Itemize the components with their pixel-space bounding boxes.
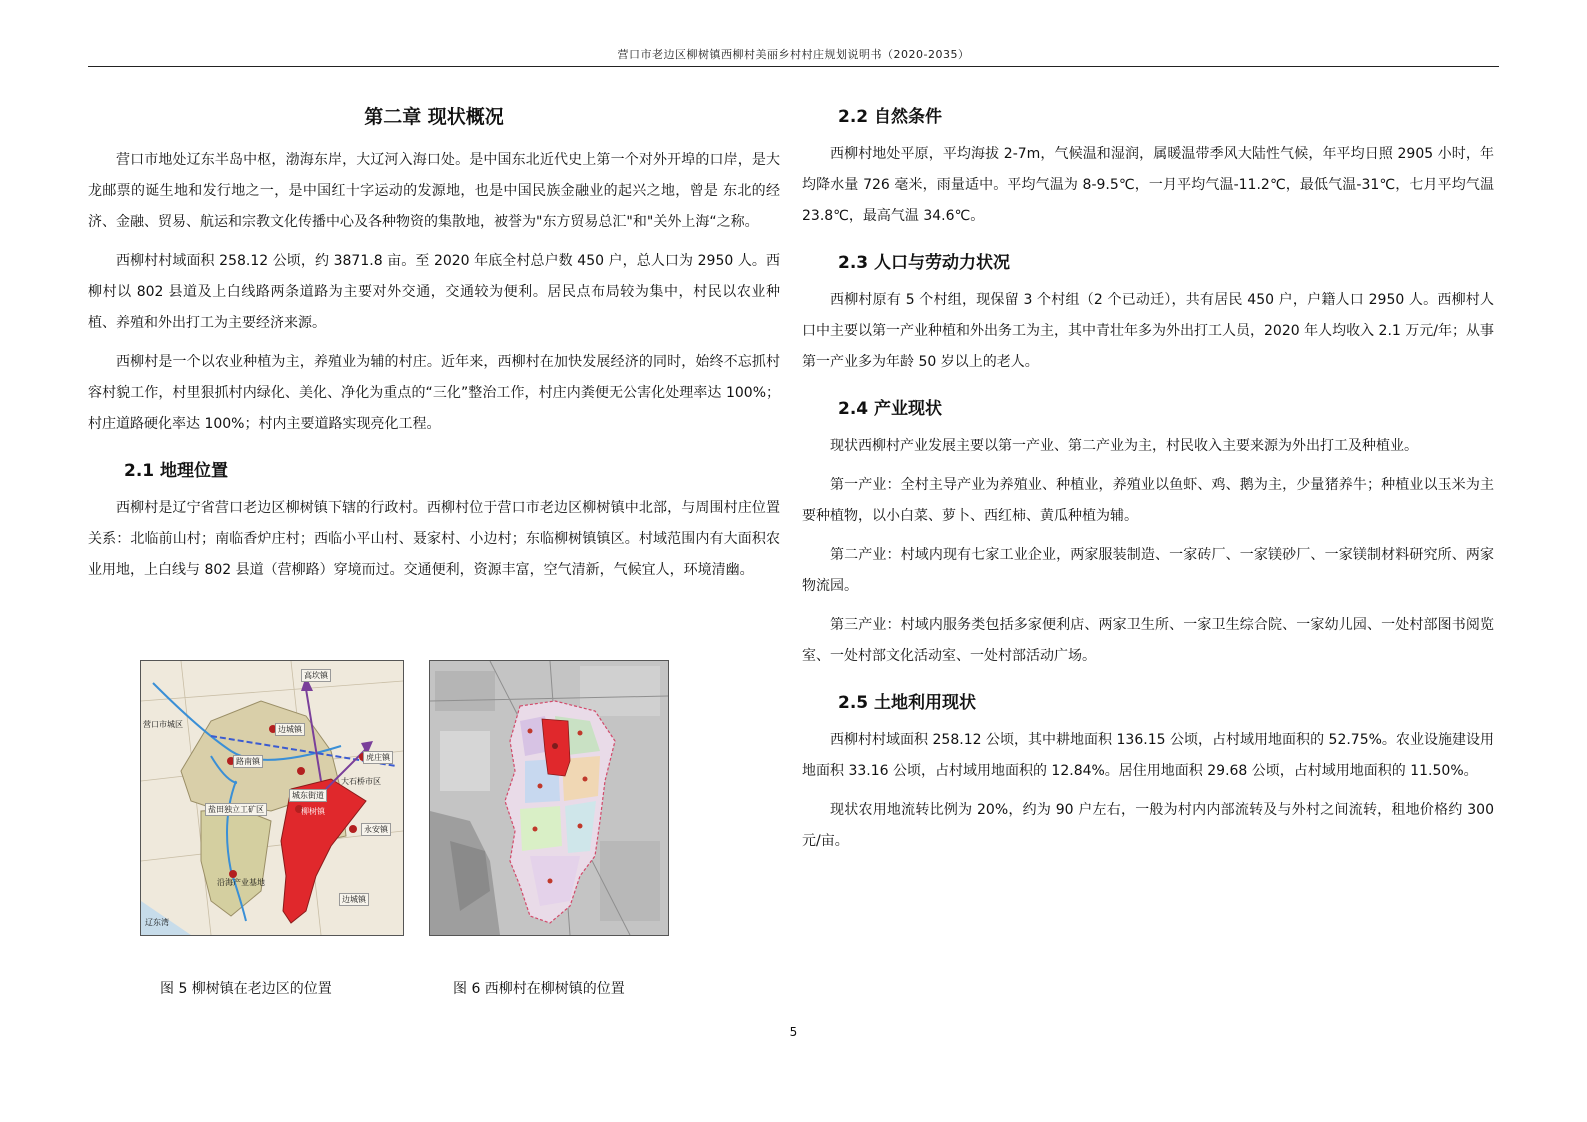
figure-6-caption: 图 6 西柳村在柳树镇的位置 xyxy=(453,981,625,997)
figures-area xyxy=(140,660,680,1000)
map-label-yingkou: 营口市城区 xyxy=(143,720,183,729)
section-2-1-title: 2.1 地理位置 xyxy=(124,461,229,481)
section-2-5-paragraph-2: 现状农用地流转比例为 20%，约为 90 户左右，一般为村内内部流转及与外村之间流转，租地价格约 300 元/亩。 xyxy=(802,802,1494,849)
section-2-4-paragraph-3: 第二产业：村域内现有七家工业企业，两家服装制造、一家砖厂、一家镁砂厂、一家镁制材料研究所、两家物流园。 xyxy=(802,547,1494,594)
figure-6-map xyxy=(429,660,669,936)
section-2-3-title: 2.3 人口与劳动力状况 xyxy=(838,253,1011,273)
map-label-biancheng: 边城镇 xyxy=(275,723,305,736)
section-2-4-paragraph-4: 第三产业：村域内服务类包括多家便利店、两家卫生所、一家卫生综合院、一家幼儿园、一处村部图书阅览室、一处村部文化活动室、一处村部活动广场。 xyxy=(802,617,1494,664)
left-column xyxy=(88,100,780,594)
map-label-lunan: 路南镇 xyxy=(233,755,263,768)
section-2-5-paragraph-1: 西柳村村域面积 258.12 公顷，其中耕地面积 136.15 公顷，占村域用地面积的 52.75%。农业设施建设用地面积 33.16 公顷，占村域用地面积的 12.84%。居住用地面积 29.68 公顷，占村域用地面积的 11.50%。 xyxy=(802,732,1494,779)
intro-paragraph-1: 营口市地处辽东半岛中枢，渤海东岸，大辽河入海口处。是中国东北近代史上第一个对外开埠的口岸，是大龙邮票的诞生地和发行地之一，是中国红十字运动的发源地，也是中国民族金融业的起兴之地，曾是 东北的经济、金融、贸易、航运和宗教文化传播中心及各种物资的集散地，被誉为"东方贸易总汇"和"关外上海“之称。 xyxy=(88,152,780,230)
figure-6-drawing xyxy=(430,661,668,935)
map-label-yantian: 盐田独立工矿区 xyxy=(205,803,267,816)
chapter-title: 第二章 现状概况 xyxy=(364,106,504,128)
section-2-3-paragraph: 西柳村原有 5 个村组，现保留 3 个村组（2 个已动迁），共有居民 450 户，户籍人口 2950 人。西柳村人口中主要以第一产业种植和外出务工为主，其中青壮年多为外出打工人员，2020 年人均收入 2.1 万元/年；从事第一产业多为年龄 50 岁以上的老人。 xyxy=(802,292,1494,370)
section-2-4-paragraph-2: 第一产业：全村主导产业为养殖业、种植业，养殖业以鱼虾、鸡、鹅为主，少量猪养牛；种植业以玉米为主要种植物，以小白菜、萝卜、西红柿、黄瓜种植为辅。 xyxy=(802,477,1494,524)
map-label-gaokan: 高坎镇 xyxy=(301,669,331,682)
map-label-dashiqiao: 大石桥市区 xyxy=(341,777,381,786)
section-2-4-paragraph-1: 现状西柳村产业发展主要以第一产业、第二产业为主，村民收入主要来源为外出打工及种植业。 xyxy=(830,438,1418,454)
intro-paragraph-3: 西柳村是一个以农业种植为主，养殖业为辅的村庄。近年来，西柳村在加快发展经济的同时，始终不忘抓村容村貌工作，村里狠抓村内绿化、美化、净化为重点的“三化”整治工作，村庄内粪便无公害化处理率达 100%；村庄道路硬化率达 100%；村内主要道路实现亮化工程。 xyxy=(88,354,780,432)
map-label-liaodong: 辽东湾 xyxy=(145,918,169,927)
map-label-biancheng-south: 边城镇 xyxy=(339,893,369,906)
figure-5-map xyxy=(140,660,404,936)
intro-paragraph-2: 西柳村村域面积 258.12 公顷，约 3871.8 亩。至 2020 年底全村总户数 450 户，总人口为 2950 人。西柳村以 802 县道及上白线路两条道路为主要对外交通，交通较为便利。居民点布局较为集中，村民以农业种植、养殖和外出打工为主要经济来源。 xyxy=(88,253,780,331)
right-column xyxy=(802,100,1494,865)
section-2-1-paragraph: 西柳村是辽宁省营口老边区柳树镇下辖的行政村。西柳村位于营口市老边区柳树镇中北部，与周围村庄位置关系：北临前山村；南临香炉庄村；西临小平山村、聂家村、小边村；东临柳树镇镇区。村域范围内有大面积农业用地，上白线与 802 县道（营柳路）穿境而过。交通便利，资源丰富，空气清新，气候宜人，环境清幽。 xyxy=(88,500,780,578)
section-2-2-title: 2.2 自然条件 xyxy=(838,107,943,127)
map-label-huzhuang: 虎庄镇 xyxy=(363,751,393,764)
page-number: 5 xyxy=(789,1025,798,1039)
section-2-4-title: 2.4 产业现状 xyxy=(838,399,943,419)
map-label-liushu: 柳树镇 xyxy=(301,807,325,816)
running-header: 营口市老边区柳树镇西柳村美丽乡村村庄规划说明书（2020-2035） xyxy=(88,46,1499,67)
map-label-yanhai: 沿海产业基地 xyxy=(217,878,265,887)
map-label-yongan: 永安镇 xyxy=(361,823,391,836)
section-2-5-title: 2.5 土地利用现状 xyxy=(838,693,977,713)
figure-5-caption: 图 5 柳树镇在老边区的位置 xyxy=(160,981,332,997)
section-2-2-paragraph: 西柳村地处平原，平均海拔 2-7m，气候温和湿润，属暖温带季风大陆性气候，年平均日照 2905 小时，年均降水量 726 毫米，雨量适中。平均气温为 8-9.5℃，一月平均气温-11.2℃，最低气温-31℃，七月平均气温 23.8℃，最高气温 34.6℃。 xyxy=(802,146,1494,224)
map-label-chengdong: 城东街道 xyxy=(289,789,327,802)
